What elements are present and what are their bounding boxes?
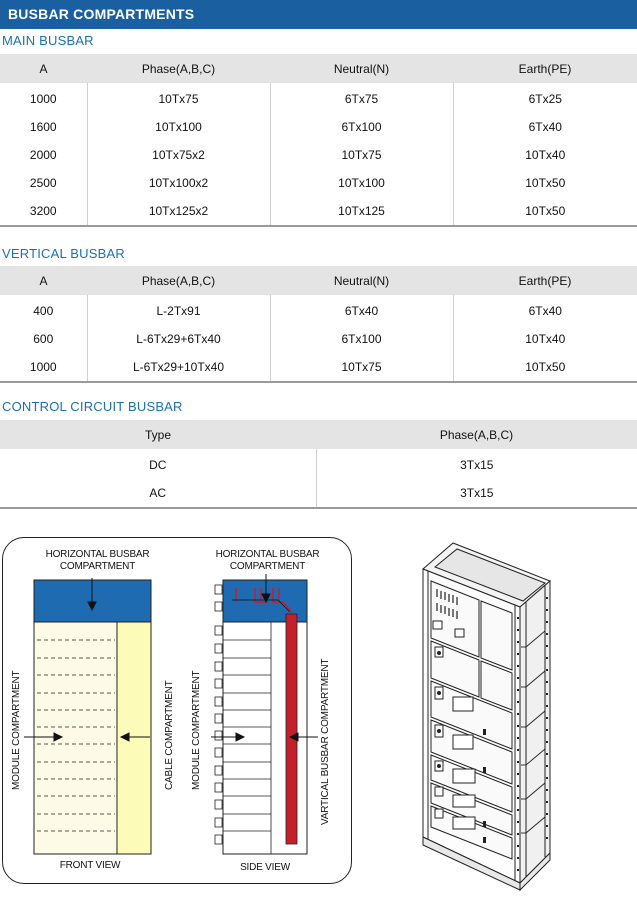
col-header-earth: Earth(PE)	[453, 54, 637, 83]
front-view-caption: FRONT VIEW	[59, 860, 121, 871]
table-cell: 3Tx15	[316, 449, 637, 479]
side-top-label: HORIZONTAL BUSBAR COMPARTMENT	[215, 549, 320, 572]
table-cell: 3Tx15	[316, 479, 637, 508]
col-header-amp: A	[0, 54, 87, 83]
col-header-neutral: Neutral(N)	[270, 54, 453, 83]
table-cell: 1000	[29, 92, 57, 106]
table-cell: 3200	[29, 204, 57, 218]
table-cell: 10Tx75	[270, 141, 453, 169]
col-header-phase: Phase(A,B,C)	[316, 420, 637, 449]
table-cell: 6Tx40	[453, 113, 637, 141]
front-module-compartment	[34, 622, 117, 854]
table-cell: 10Tx100x2	[87, 169, 270, 197]
table-cell: 6Tx100	[270, 325, 453, 353]
page-title: BUSBAR COMPARTMENTS	[0, 0, 637, 29]
col-header-amp: A	[0, 266, 87, 295]
table-cell: DC	[149, 458, 167, 472]
table-cell: AC	[149, 486, 167, 500]
table-cell: L-6Tx29+10Tx40	[87, 353, 270, 382]
table-cell: 6Tx40	[270, 295, 453, 325]
table-cell: 10Tx100	[270, 169, 453, 197]
table-cell: 10Tx75	[270, 353, 453, 382]
side-vertical-label: VARTICAL BUSBAR COMPARTMENT	[320, 658, 331, 825]
table-cell: 10Tx50	[453, 353, 637, 382]
table-cell: 6Tx40	[453, 295, 637, 325]
table-cell: 6Tx75	[270, 83, 453, 113]
front-cable-label: CABLE COMPARTMENT	[164, 680, 175, 790]
table-cell: 10Tx40	[453, 141, 637, 169]
table-cell: 2000	[29, 148, 57, 162]
table-cell: 10Tx40	[453, 325, 637, 353]
table-cell: 400	[33, 304, 54, 318]
table-cell: 600	[33, 332, 54, 346]
vertical-busbar-title: VERTICAL BUSBAR	[2, 246, 125, 261]
front-module-label: MODULE COMPARTMENT	[11, 670, 22, 790]
col-header-type: Type	[0, 420, 316, 449]
side-module-label: MODULE COMPARTMENT	[191, 670, 202, 790]
col-header-phase: Phase(A,B,C)	[87, 54, 270, 83]
side-vertical-busbar	[286, 614, 297, 844]
table-cell: 1600	[29, 120, 57, 134]
table-cell: 10Tx100	[87, 113, 270, 141]
table-cell: 10Tx125	[270, 197, 453, 226]
control-busbar-title: CONTROL CIRCUIT BUSBAR	[2, 399, 183, 414]
table-cell: L-2Tx91	[87, 295, 270, 325]
table-cell: 10Tx75	[87, 83, 270, 113]
table-cell: 10Tx125x2	[87, 197, 270, 226]
side-door-hinges	[215, 585, 222, 844]
main-busbar-title: MAIN BUSBAR	[2, 33, 94, 48]
table-cell: 10Tx50	[453, 197, 637, 226]
cabinet-illustration	[395, 537, 637, 892]
table-cell: 1000	[29, 360, 57, 374]
col-header-earth: Earth(PE)	[453, 266, 637, 295]
table-cell: 6Tx25	[453, 83, 637, 113]
col-header-neutral: Neutral(N)	[270, 266, 453, 295]
table-cell: 10Tx50	[453, 169, 637, 197]
table-cell: 10Tx75x2	[87, 141, 270, 169]
table-cell: 2500	[29, 176, 57, 190]
side-view-caption: SIDE VIEW	[240, 862, 290, 873]
table-cell: L-6Tx29+6Tx40	[87, 325, 270, 353]
col-header-phase: Phase(A,B,C)	[87, 266, 270, 295]
table-cell: 6Tx100	[270, 113, 453, 141]
front-top-label: HORIZONTAL BUSBAR COMPARTMENT	[45, 549, 150, 572]
